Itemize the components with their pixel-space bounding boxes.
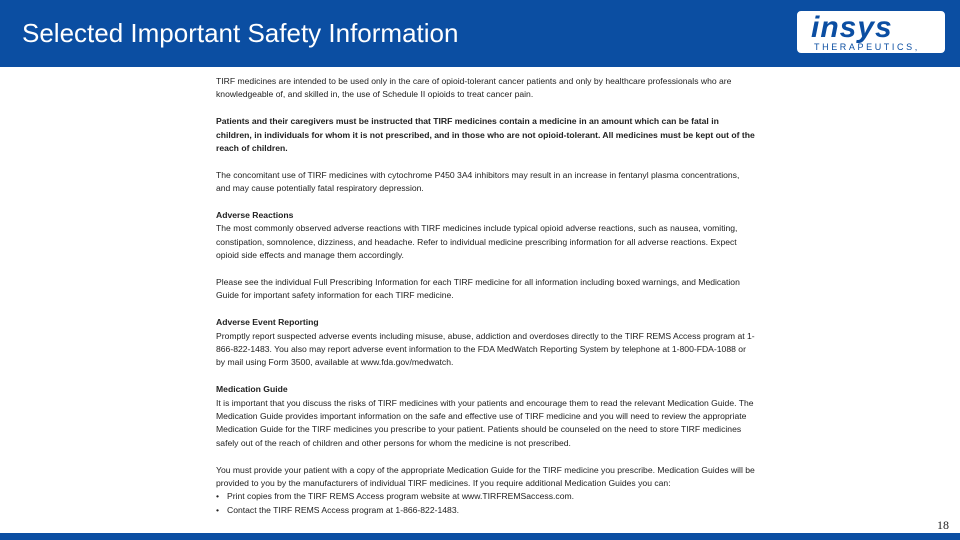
- heading-adverse-reactions: Adverse Reactions: [216, 210, 294, 221]
- bullet-dot: •: [216, 491, 220, 502]
- text-adverse-reactions: The most commonly observed adverse reactions with TIRF medicines include typical opioid adverse reactions, such as nausea, vomiting, constipation, somnolence, dizziness, and headache. Refer to individual medicine prescribing information for all adverse reactions. Expect opioid side effects and manage them accordingly.: [216, 223, 738, 261]
- text-adverse-event-reporting: Promptly report suspected adverse events including misuse, abuse, addiction and overdoses directly to the TIRF REMS Access program at 1-866-822-1483. You also may report adverse event information to the FDA MedWatch Reporting System by telephone at 1-800-FDA-1088 or by mail using Form 3500, available at www.fda.gov/medwatch.: [216, 330, 755, 368]
- insys-logo: [795, 9, 947, 62]
- text-medication-guide: It is important that you discuss the risks of TIRF medicines with your patients and encourage them to read the relevant Medication Guide. The Medication Guide provides important information on the safe and effective use of TIRF medicine and you will need to review the appropriate Medication Guide for the TIRF medicines you prescribe to your patient. Patients should be counseled on the need to store TIRF medicines safely out of the reach of children and other persons for whom the medicine is not prescribed.: [216, 397, 754, 448]
- paragraph-caregiver-warning: Patients and their caregivers must be instructed that TIRF medicines contain a medicine in an amount which can be fatal in children, in individuals for whom it is not prescribed, and in those who are not opioid-tolerant. All medicines must be kept out of the reach of children.: [216, 116, 755, 154]
- list-item-text: Contact the TIRF REMS Access program at 1-866-822-1483.: [227, 504, 459, 515]
- paragraph-intended-use: TIRF medicines are intended to be used only in the care of opioid-tolerant cancer patients and only by healthcare professionals who are knowledgeable of, and skilled in, the use of Schedule II opioids to treat cancer pain.: [216, 76, 732, 100]
- list-item: [216, 504, 756, 517]
- page-number: 18: [937, 518, 949, 532]
- header-bar: [0, 0, 960, 67]
- paragraph-cyp3a4-interaction: The concomitant use of TIRF medicines with cytochrome P450 3A4 inhibitors may result in an increase in fentanyl plasma concentrations, and may cause potentially fatal respiratory depression.: [216, 169, 740, 194]
- bullet-list: [216, 490, 756, 517]
- section-medication-guide: [216, 383, 756, 450]
- safety-information-body: [216, 75, 756, 517]
- section-adverse-reactions: [216, 209, 756, 263]
- logo-subtitle: THERAPEUTICS, INC: [814, 42, 920, 62]
- heading-adverse-event-reporting: Adverse Event Reporting: [216, 317, 319, 328]
- footer-bar: [0, 533, 960, 540]
- bullet-dot: •: [216, 504, 220, 515]
- list-item: [216, 490, 756, 503]
- section-adverse-event-reporting: [216, 316, 756, 370]
- logo-wordmark: insys: [811, 11, 893, 44]
- paragraph-provide-guide: You must provide your patient with a copy of the appropriate Medication Guide for the TIRF medicine you prescribe. Medication Guides will be provided to you by the manufacturers of individual TIRF medicines. If you require additional Medication Guides you can:: [216, 464, 755, 489]
- list-item-text: Print copies from the TIRF REMS Access program website at www.TIRFREMSaccess.com.: [227, 491, 575, 502]
- paragraph-prescribing-info: Please see the individual Full Prescribing Information for each TIRF medicine for all information including boxed warnings, and Medication Guide for important safety information for each TIRF medicine.: [216, 277, 740, 301]
- slide-title: Selected Important Safety Information: [22, 18, 459, 48]
- heading-medication-guide: Medication Guide: [216, 384, 288, 395]
